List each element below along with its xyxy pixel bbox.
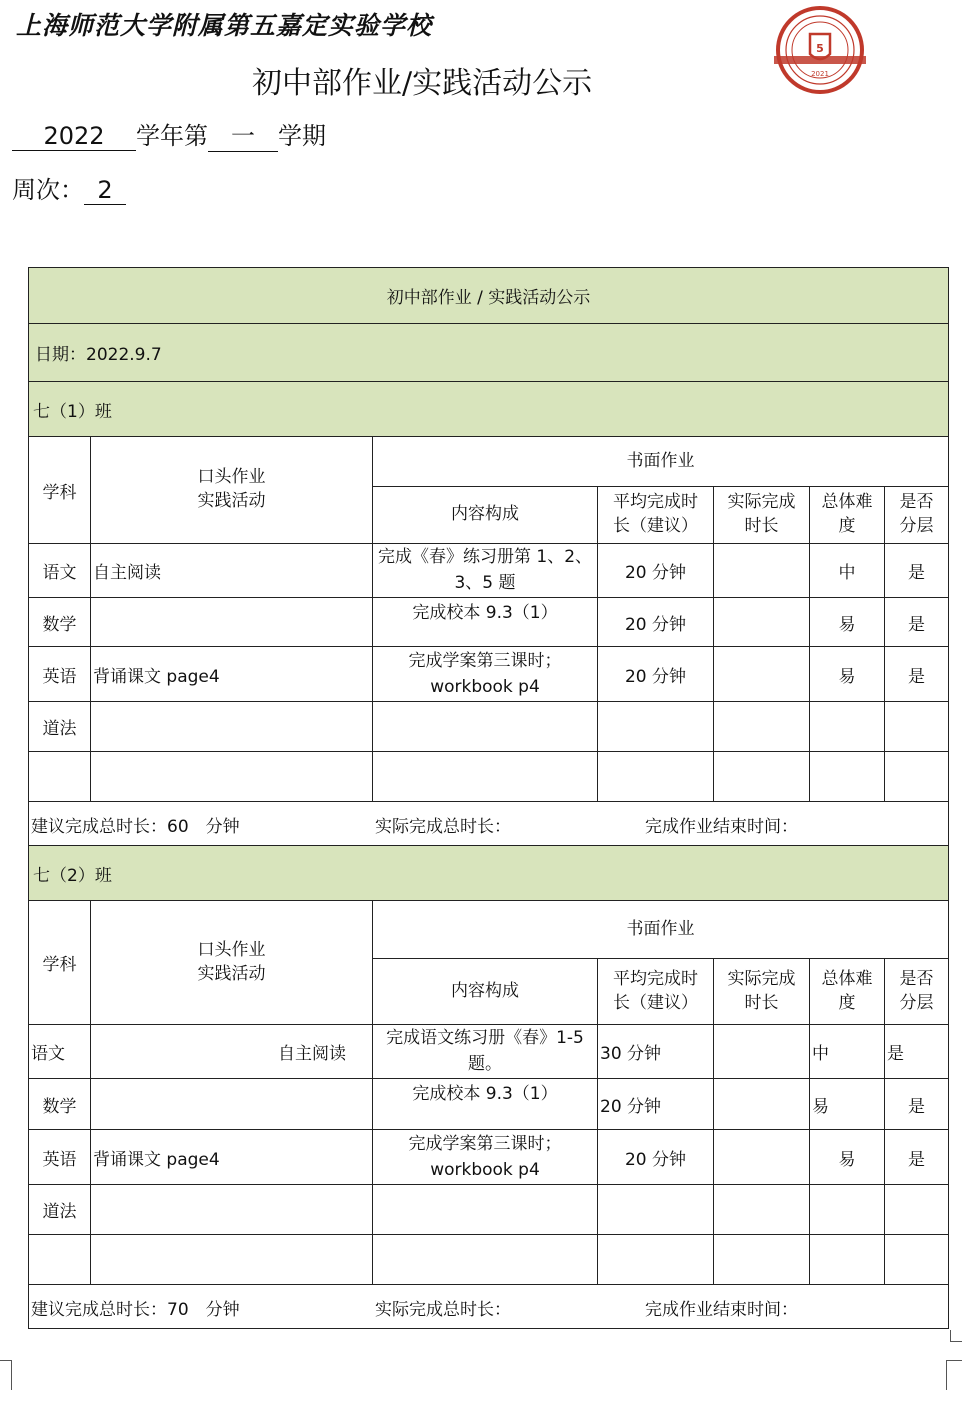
summary-row: [29, 1285, 949, 1329]
week-label: 周次：: [12, 176, 84, 204]
year-field: 2022: [12, 122, 136, 151]
class-name: 七（1）班: [29, 382, 949, 437]
header-oral: 口头作业 实践活动: [91, 901, 373, 1025]
table-row: 语文 自主阅读 完成语文练习册《春》1-5 题。 30 分钟 中 是: [29, 1025, 949, 1079]
header-content: 内容构成: [373, 959, 598, 1025]
table-row: 数学 完成校本 9.3（1） 20 分钟 易 是: [29, 1079, 949, 1130]
header-difficulty: 总体难 度: [810, 487, 885, 544]
term-suffix: 学期: [278, 122, 326, 150]
document-title: 初中部作业/实践活动公示: [252, 66, 593, 101]
table-row: 道法: [29, 702, 949, 752]
actual-total-label: 实际完成总时长：: [375, 817, 511, 837]
class-name: 七（2）班: [29, 846, 949, 901]
header-actual-time: 实际完成 时长: [714, 959, 810, 1025]
week-field: 2: [84, 176, 126, 205]
homework-table: [28, 267, 949, 1329]
header-written: 书面作业: [373, 901, 949, 959]
table-row: 数学 完成校本 9.3（1） 20 分钟 易 是: [29, 598, 949, 647]
table-row: 英语 背诵课文 page4 完成学案第三课时； workbook p4 20 分钟 易 是: [29, 1130, 949, 1185]
table-row: 语文 自主阅读 完成《春》练习册第 1、2、 3、5 题 20 分钟 中 是: [29, 544, 949, 598]
header-layered: 是否 分层: [885, 487, 949, 544]
header-avg-time: 平均完成时 长（建议）: [598, 487, 714, 544]
table-row: [29, 1235, 949, 1285]
page-corner-mark: [946, 1360, 962, 1390]
table-row: 英语 背诵课文 page4 完成学案第三课时； workbook p4 20 分钟 易 是: [29, 647, 949, 702]
year-suffix: 学年第: [136, 122, 208, 150]
page-corner-mark: [0, 1360, 12, 1390]
header-oral: 口头作业 实践活动: [91, 437, 373, 544]
header-actual-time: 实际完成 时长: [714, 487, 810, 544]
suggested-total: 建议完成总时长：70 分钟: [31, 1300, 240, 1320]
end-time-label: 完成作业结束时间：: [645, 817, 798, 837]
actual-total-label: 实际完成总时长：: [375, 1300, 511, 1320]
suggested-total: 建议完成总时长：60 分钟: [31, 817, 240, 837]
week-line: [12, 170, 126, 205]
school-name: 上海师范大学附属第五嘉定实验学校: [16, 11, 433, 40]
table-row: 道法: [29, 1185, 949, 1235]
header-content: 内容构成: [373, 487, 598, 544]
page-corner-mark: [950, 1330, 962, 1342]
summary-row: [29, 802, 949, 846]
header-subject: 学科: [29, 437, 91, 544]
seal-year: 2021: [811, 70, 829, 78]
header-avg-time: 平均完成时 长（建议）: [598, 959, 714, 1025]
term-line: [12, 116, 326, 152]
end-time-label: 完成作业结束时间：: [645, 1300, 798, 1320]
term-field: 一: [208, 116, 278, 152]
header-difficulty: 总体难 度: [810, 959, 885, 1025]
school-seal-logo: [770, 4, 870, 96]
date-label: 日期：2022.9.7: [29, 324, 949, 382]
table-row: [29, 752, 949, 802]
table-title: 初中部作业 / 实践活动公示: [29, 268, 949, 324]
header-written: 书面作业: [373, 437, 949, 487]
svg-text:5: 5: [816, 42, 824, 55]
header-subject: 学科: [29, 901, 91, 1025]
header-layered: 是否 分层: [885, 959, 949, 1025]
